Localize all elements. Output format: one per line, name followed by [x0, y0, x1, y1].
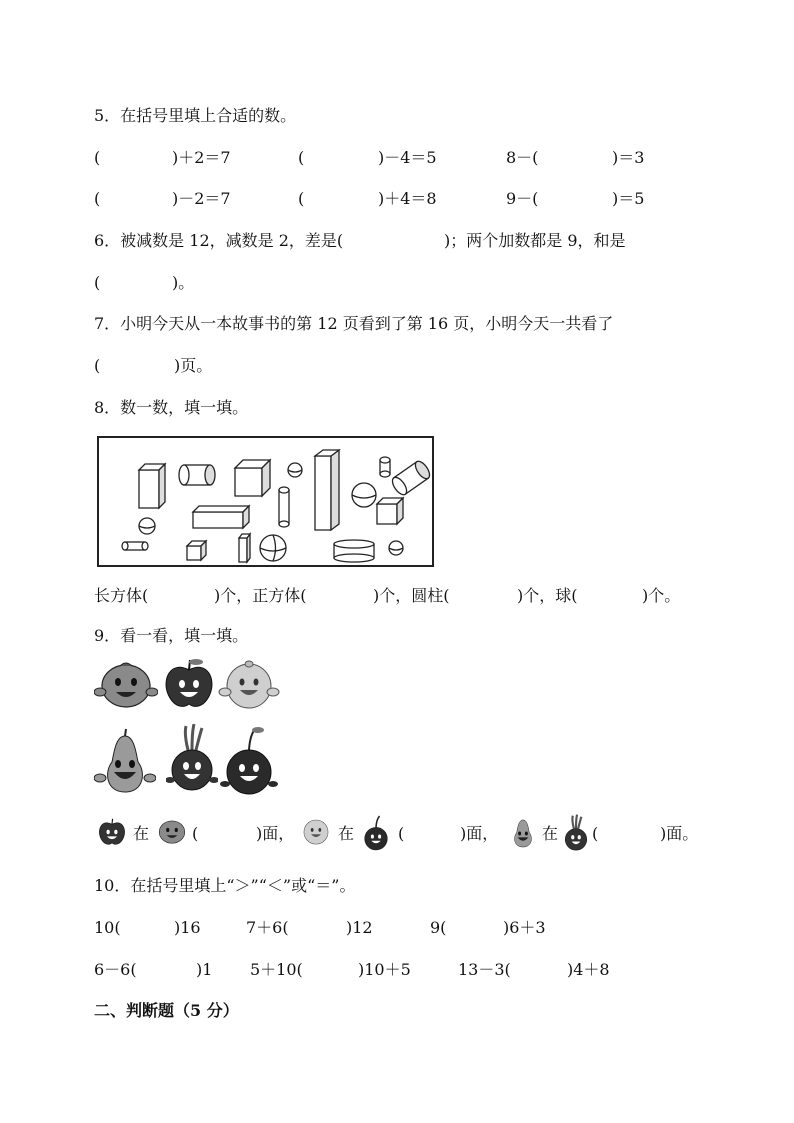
q8-ans-cube: )个，正方体(	[214, 586, 307, 605]
radish-icon	[562, 814, 590, 854]
q9-title: 9．看一看，填一填。	[94, 626, 249, 645]
thin-cuboid-shape	[239, 534, 250, 562]
q6-line2-open: (	[94, 273, 101, 292]
lemon-icon	[299, 814, 333, 848]
q5-r1-c2-rest: )－4＝5	[378, 148, 437, 167]
q9-fill-close-3: )面。	[660, 824, 699, 843]
sphere-shape	[352, 483, 376, 507]
q10-r2-c2-open: 5＋10(	[250, 960, 303, 979]
q10-r1-c1-open: 10(	[94, 918, 121, 937]
cherry-icon	[361, 814, 391, 852]
q9-fill-word-1: 在	[133, 824, 150, 843]
cylinder-shape	[179, 465, 215, 485]
sphere-shape	[139, 518, 155, 534]
q5-r2-c2-rest: )＋4＝8	[378, 189, 437, 208]
sphere-shape	[288, 463, 302, 477]
orange-icon	[94, 656, 158, 712]
q5-r2-c3-open: 9－(	[506, 189, 539, 208]
q9-fill-close-1: )面，	[256, 824, 295, 843]
q7-line1: 7．小明今天从一本故事书的第 12 页看到了第 16 页，小明今天一共看了	[94, 314, 614, 333]
cuboid-shape	[139, 464, 165, 508]
apple-icon	[96, 814, 128, 850]
q8-ans-cylinder: )个，圆柱(	[373, 586, 450, 605]
q8-ans-end: )个。	[642, 586, 681, 605]
cherry-icon	[220, 724, 278, 798]
lemon-icon	[218, 656, 280, 712]
q8-ans-sphere: )个，球(	[517, 586, 578, 605]
small-cylinder-shape	[380, 457, 390, 477]
tilted-cylinder-shape	[390, 459, 433, 497]
cube-shape	[235, 460, 270, 496]
q8-title: 8．数一数，填一填。	[94, 398, 249, 417]
cylinder-shape	[279, 487, 289, 527]
sphere-shape	[260, 535, 286, 561]
q10-r1-c1-rest: )16	[174, 918, 201, 937]
q6-line1: 6．被减数是 12，减数是 2，差是(	[94, 231, 344, 250]
q6-line2-close: )。	[172, 273, 195, 292]
q5-r2-c2-open: (	[298, 189, 305, 208]
q6-line1b: )；两个加数都是 9，和是	[444, 231, 626, 250]
pear-icon	[508, 814, 538, 852]
q9-fill-word-3: 在	[542, 824, 559, 843]
solid-shapes-illustration	[99, 438, 434, 567]
small-cylinder-shape	[122, 542, 148, 550]
apple-icon	[160, 656, 218, 712]
cube-shape	[187, 541, 206, 560]
q10-r1-c2-rest: )12	[346, 918, 373, 937]
section-heading-judgment: 二、判断题（5 分）	[94, 1001, 239, 1020]
q5-r1-c1-open: (	[94, 148, 101, 167]
sphere-shape	[389, 541, 403, 555]
orange-icon	[155, 814, 189, 848]
q9-fill-close-2: )面，	[460, 824, 499, 843]
q10-r2-c1-open: 6－6(	[94, 960, 137, 979]
disc-cylinder-shape	[334, 540, 374, 562]
pear-icon	[94, 728, 156, 798]
q9-fill-open-3: (	[592, 824, 599, 843]
q10-r1-c2-open: 7＋6(	[246, 918, 289, 937]
q5-r1-c1-rest: )＋2＝7	[172, 148, 231, 167]
q10-r2-c1-rest: )1	[196, 960, 213, 979]
q5-r2-c3-rest: )＝5	[612, 189, 645, 208]
q10-r2-c3-rest: )4＋8	[567, 960, 610, 979]
q5-r1-c3-open: 8－(	[506, 148, 539, 167]
q5-r1-c3-rest: )＝3	[612, 148, 645, 167]
q10-r1-c3-rest: )6＋3	[503, 918, 546, 937]
q8-ans-cuboid: 长方体(	[94, 586, 149, 605]
q5-r1-c2-open: (	[298, 148, 305, 167]
q9-fill-open-1: (	[192, 824, 199, 843]
q5-r2-c1-rest: )－2＝7	[172, 189, 231, 208]
q10-r2-c3-open: 13－3(	[458, 960, 511, 979]
q10-r2-c2-rest: )10＋5	[358, 960, 411, 979]
shapes-figure	[97, 436, 434, 567]
q10-r1-c3-open: 9(	[430, 918, 447, 937]
q7-line2-open: (	[94, 356, 101, 375]
q9-fill-open-2: (	[398, 824, 405, 843]
q10-title: 10．在括号里填上“＞”“＜”或“＝”。	[94, 876, 356, 895]
q7-line2-close: )页。	[174, 356, 213, 375]
q5-title: 5．在括号里填上合适的数。	[94, 106, 297, 125]
radish-icon	[166, 724, 218, 796]
q9-fill-word-2: 在	[338, 824, 355, 843]
cube-shape	[377, 498, 403, 524]
flat-cuboid-shape	[193, 506, 249, 528]
q5-r2-c1-open: (	[94, 189, 101, 208]
tall-cuboid-shape	[315, 450, 339, 530]
